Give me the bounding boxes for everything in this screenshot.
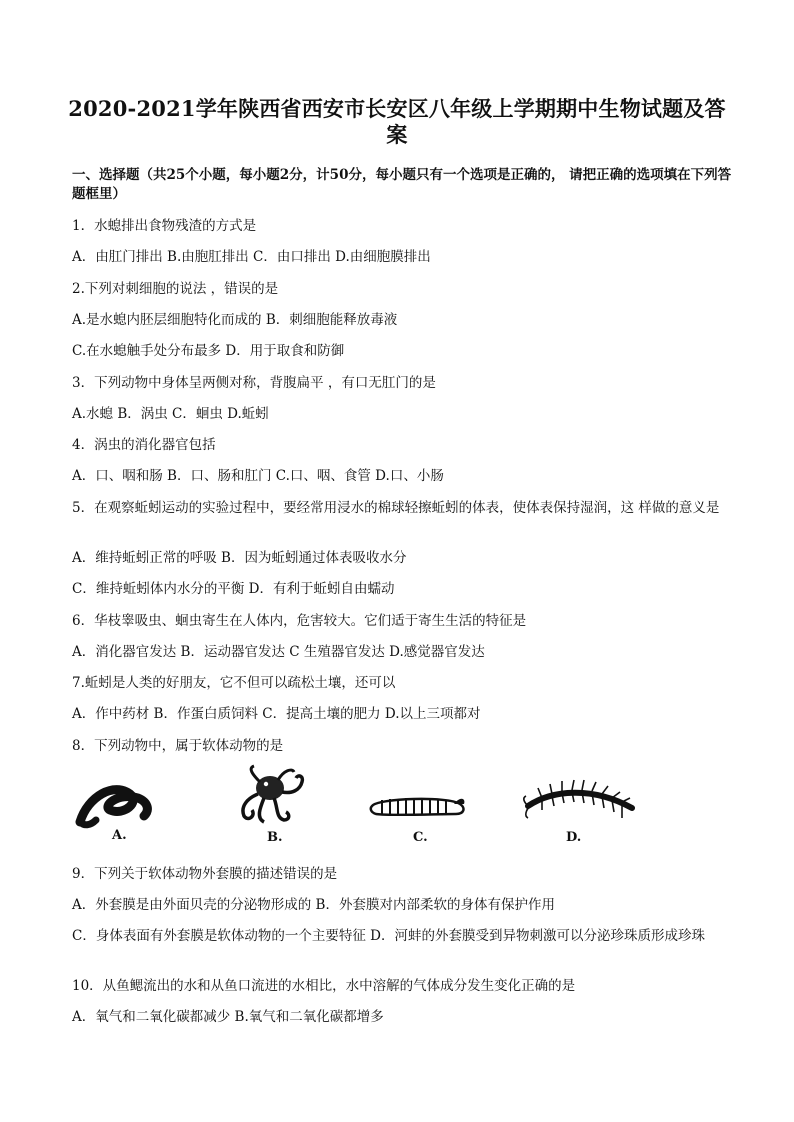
figure-d-centipede-image xyxy=(522,776,642,830)
q7-stem: 7.蚯蚓是人类的好朋友，它不但可以疏松土壤，还可以 xyxy=(72,675,396,691)
q2-options-1: A.是水螅内胚层细胞特化而成的 B．刺细胞能释放毒液 xyxy=(72,312,398,328)
q9-stem: 9．下列关于软体动物外套膜的描述错误的是 xyxy=(72,866,338,882)
q2-stem: 2.下列对刺细胞的说法 ，错误的是 xyxy=(72,281,279,297)
q5-options-1: A．维持蚯蚓正常的呼吸 B．因为蚯蚓通过体表吸收水分 xyxy=(72,550,407,566)
figure-a-earthworm-image xyxy=(74,776,154,836)
figure-d-label: D. xyxy=(566,830,582,845)
q2-options-2: C.在水螅触手处分布最多 D．用于取食和防御 xyxy=(72,343,345,359)
q3-stem: 3．下列动物中身体呈两侧对称，背腹扁平 ，有口无肛门的是 xyxy=(72,375,436,391)
figure-b-octopus-image xyxy=(230,762,310,828)
q3-options: A.水螅 B．涡虫 C．蛔虫 D.蚯蚓 xyxy=(72,406,269,422)
q7-options: A．作中药材 B．作蛋白质饲料 C．提高土壤的肥力 D.以上三项都对 xyxy=(72,706,481,722)
q9-options-2: C．身体表面有外套膜是软体动物的一个主要特征 D．河蚌的外套膜受到异物刺激可以分泌珍珠质形成珍珠 xyxy=(72,928,705,944)
q8-figures xyxy=(72,762,672,854)
q5-stem: 5．在观察蚯蚓运动的实验过程中，要经常用浸水的棉球轻擦蚯蚓的体表，使体表保持湿润，这 样做的意义是 xyxy=(72,500,720,516)
q8-stem: 8．下列动物中，属于软体动物的是 xyxy=(72,738,284,754)
figure-c-caterpillar-image xyxy=(368,790,468,820)
q4-stem: 4．涡虫的消化器官包括 xyxy=(72,437,216,453)
q1-stem: 1．水螅排出食物残渣的方式是 xyxy=(72,218,257,234)
page-title: 2020-2021学年陕西省西安市长安区八年级上学期期中生物试题及答案 xyxy=(68,96,726,147)
q5-options-2: C．维持蚯蚓体内水分的平衡 D．有利于蚯蚓自由蠕动 xyxy=(72,581,395,597)
section-instructions: 一、选择题（共25个小题，每小题2分，计50分，每小题只有一个选项是正确的， 请把正确的选项填在下列答题框里） xyxy=(72,167,732,202)
q9-options-1: A．外套膜是由外面贝壳的分泌物形成的 B．外套膜对内部柔软的身体有保护作用 xyxy=(72,897,555,913)
q1-options: A．由肛门排出 B.由胞肛排出 C．由口排出 D.由细胞膜排出 xyxy=(72,249,431,265)
figure-c-label: C. xyxy=(413,830,428,845)
figure-a-label: A. xyxy=(112,828,127,843)
q6-stem: 6．华枝睾吸虫、蛔虫寄生在人体内，危害较大。它们适于寄生生活的特征是 xyxy=(72,613,527,629)
q6-options: A．消化器官发达 B．运动器官发达 C 生殖器官发达 D.感觉器官发达 xyxy=(72,644,485,660)
q10-stem: 10．从鱼鳃流出的水和从鱼口流进的水相比，水中溶解的气体成分发生变化正确的是 xyxy=(72,978,576,994)
figure-b-label: B. xyxy=(267,830,283,845)
q4-options: A．口、咽和肠 B．口、肠和肛门 C.口、咽、食管 D.口、小肠 xyxy=(72,468,444,484)
q10-options: A．氧气和二氧化碳都减少 B.氧气和二氧化碳都增多 xyxy=(72,1009,384,1025)
